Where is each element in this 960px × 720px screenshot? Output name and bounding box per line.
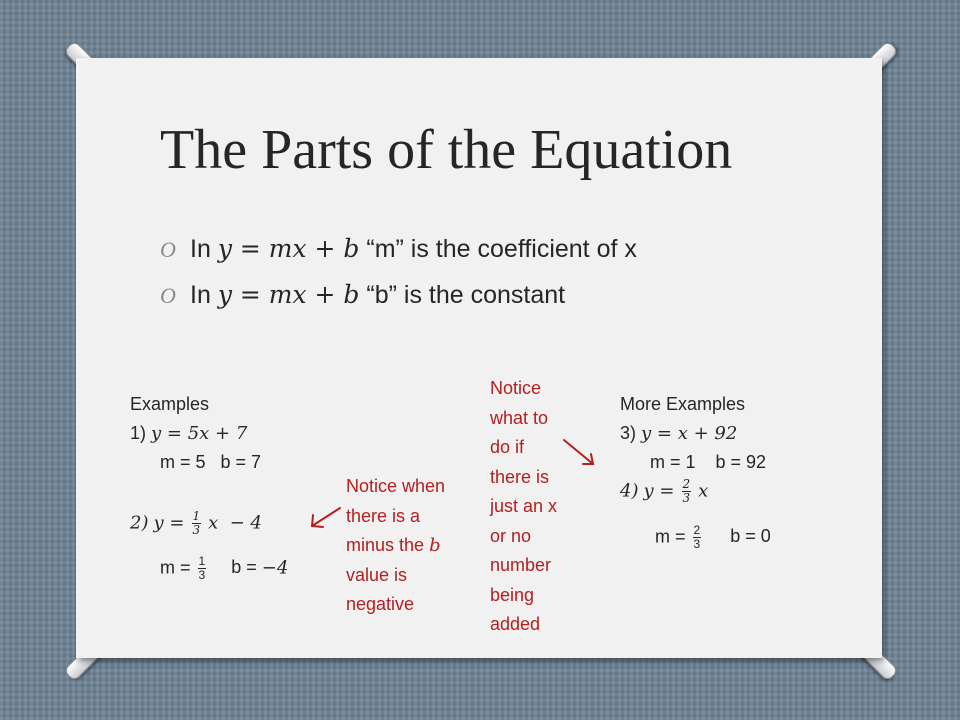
slope-label: m = [655,526,686,547]
example-number: 2) [130,512,149,534]
example-equation-rhs: x [698,480,709,502]
fraction-denominator: 3 [682,491,691,505]
bullet-equation: y = mx + b [217,234,360,263]
example-3-values: m = 1 b = 92 [650,452,767,472]
example-1-values: m = 5 b = 7 [160,452,262,472]
arrow-to-example-3-icon [564,440,593,464]
fraction-numerator: 2 [693,523,701,537]
slide-title: The Parts of the Equation [160,119,733,181]
bullet-text: “b” is the constant [366,281,566,309]
example-number: 4) [620,480,639,502]
intercept-value: −4 [261,557,289,579]
fraction-numerator: 1 [192,509,201,523]
slope-label: m = [160,557,191,578]
fraction-numerator: 1 [198,554,206,568]
example-equation: y = x + 92 [641,423,738,444]
example-equation-rhs: x − 4 [208,512,263,534]
fraction-denominator: 3 [198,568,206,582]
example-equation-lhs: y = [643,480,675,502]
bullet-prefix: In [190,235,211,263]
example-equation-lhs: y = [153,512,185,534]
minus-note: Notice when there is a minus the b value is negative [346,476,446,614]
more-examples-heading: More Examples [620,394,746,414]
fraction-denominator: 3 [192,523,201,537]
bullet-marker-icon: O [160,283,176,308]
examples-heading: Examples [130,394,210,414]
x-note: Notice what to do if there is just an x or no number being added [490,378,558,634]
intercept-label: b = 0 [730,526,771,547]
bullet-marker-icon: O [160,237,176,262]
bullet-text: “m” is the coefficient of x [366,235,637,263]
arrow-to-example-2-icon [312,508,340,527]
example-equation: y = 5x + 7 [151,423,248,444]
bullet-equation: y = mx + b [217,280,360,309]
bullet-prefix: In [190,281,211,309]
fraction-denominator: 3 [693,537,701,551]
example-number: 3) [620,423,637,443]
example-number: 1) [130,423,147,443]
intercept-label: b = [231,557,257,578]
fraction-numerator: 2 [682,477,691,491]
